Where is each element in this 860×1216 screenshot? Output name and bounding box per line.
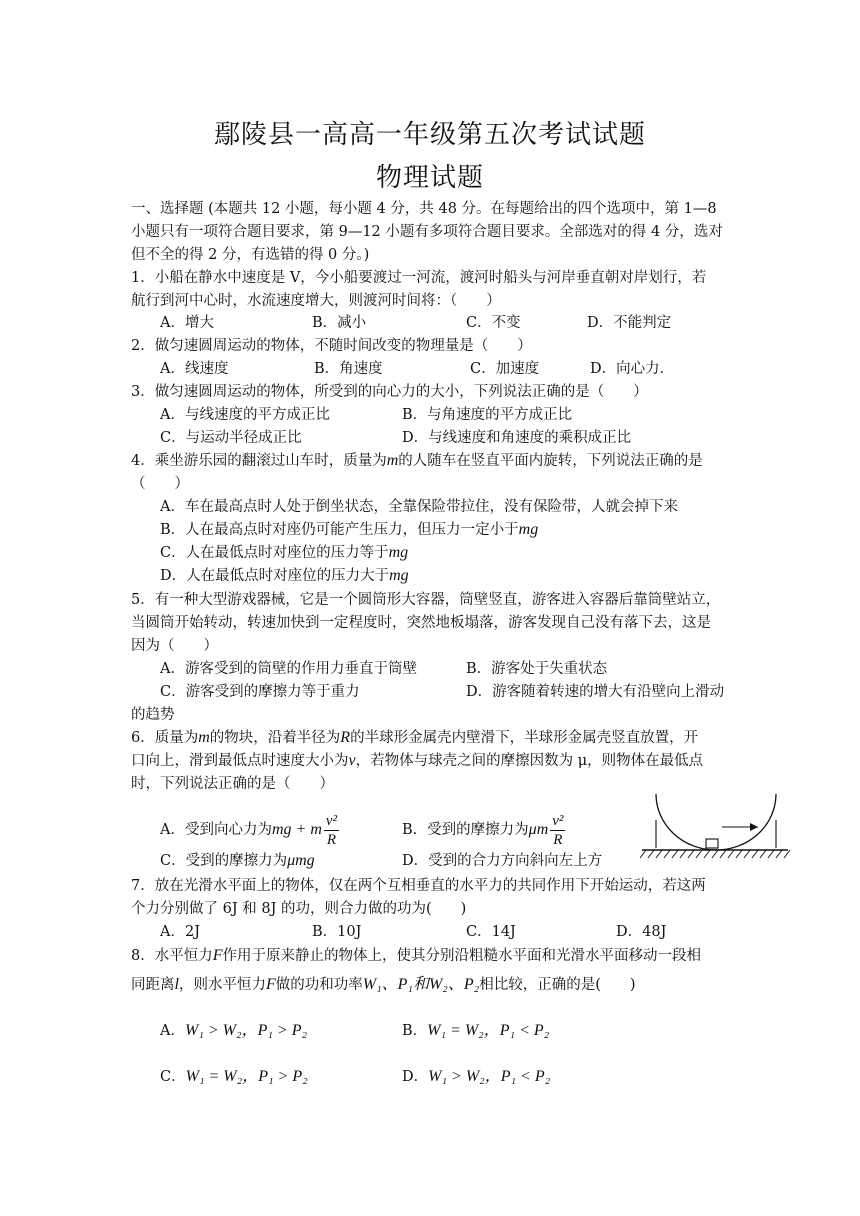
q6-option-a-fraction — [324, 812, 339, 849]
q1-option-d: D．不能判定 — [587, 315, 672, 331]
q6-velocity-symbol: v — [348, 752, 356, 769]
q8-option-b-label: B． — [402, 1023, 428, 1039]
q6-text-2a: 口向上，滑到最低点时速度大小为 — [131, 753, 349, 769]
q6-option-b — [402, 808, 567, 852]
q6-fraction-denominator: R — [553, 831, 563, 848]
q5-stem-line-3: 因为（ ） — [131, 638, 218, 654]
q8-text-2a: 同距离 — [131, 977, 175, 993]
q1-option-a: A．增大 — [160, 315, 214, 331]
q4-option-c-mg: mg — [388, 544, 409, 561]
q6-text-1a: 6．质量为 — [131, 730, 199, 746]
q8-option-d-math: W₁ > W₂，P₁ < P₂ — [428, 1068, 551, 1085]
q6-stem-line-2 — [131, 751, 731, 771]
q6-text-1b: 的物块，沿着半径为 — [209, 730, 341, 746]
q8-option-a-math: W₁ > W₂，P₁ > P₂ — [184, 1022, 308, 1039]
q6-option-b-fraction — [550, 812, 565, 849]
q8-option-b-math: W₁ = W₂，P₁ < P₂ — [427, 1022, 550, 1039]
exam-title: 鄢陵县一高高一年级第五次考试试题 — [213, 120, 646, 150]
q6-option-a-text: A．受到向心力为 — [160, 822, 272, 838]
q6-option-d: D．受到的合力方向斜向左上方 — [402, 853, 603, 869]
section-intro-line-3: 但不全的得 2 分，有选错的得 0 分。) — [131, 247, 370, 263]
q4-stem-a: 4．乘坐游乐园的翻滚过山车时，质量为 — [131, 453, 387, 469]
q3-option-a: A．与线速度的平方成正比 — [160, 407, 330, 423]
q3-stem: 3．做匀速圆周运动的物体，所受到的向心力的大小，下列说法正确的是（ ） — [131, 384, 648, 400]
q4-option-c — [160, 543, 408, 563]
q8-option-c — [160, 1067, 308, 1087]
q1-stem-line-1: 1．小船在静水中速度是 V，今小船要渡过一河流，渡河时船头与河岸垂直朝对岸划行，若 — [131, 270, 707, 286]
q6-fraction-numerator: v² — [552, 812, 564, 829]
q6-option-a-math: mg + m — [271, 821, 322, 838]
q8-option-c-math: W₁ = W₂，P₁ > P₂ — [185, 1068, 308, 1085]
q6-option-c-math: μmg — [287, 852, 315, 869]
q8-text-2b: ，则水平恒力 — [178, 977, 266, 993]
q8-text-1a: 8．水平恒力 — [131, 948, 213, 964]
q5-option-d-tail: 的趋势 — [131, 707, 175, 723]
q4-mass-symbol: m — [386, 452, 399, 469]
q8-stem-line-1 — [131, 946, 731, 966]
section-intro-line-1: 一、选择题 (本题共 12 小题，每小题 4 分，共 48 分。在每题给出的四个选项中，第 1—8 — [131, 201, 717, 217]
q4-option-c-text: C．人在最低点时对座位的压力等于 — [160, 545, 389, 561]
q8-force-symbol: F — [212, 947, 223, 964]
q6-option-c-text: C．受到的摩擦力为 — [160, 853, 288, 869]
q4-stem-line-2: （ ） — [131, 476, 189, 492]
q8-text-1b: 作用于原来静止的物体上，使其分别沿粗糙水平面和光滑水平面移动一段相 — [222, 948, 702, 964]
q4-option-d-mg: mg — [389, 567, 409, 584]
q4-option-d — [160, 566, 409, 586]
q8-force-symbol-2: F — [265, 976, 276, 993]
q5-option-d: D．游客随着转速的增大有沿壁向上滑动 — [466, 684, 725, 700]
q6-text-1c: 的半球形金属壳内壁滑下，半球形金属壳竖直放置，开 — [350, 730, 699, 746]
q3-option-b: B．与角速度的平方成正比 — [402, 407, 573, 423]
q5-option-c: C．游客受到的摩擦力等于重力 — [160, 684, 360, 700]
q3-option-d: D．与线速度和角速度的乘积成正比 — [402, 430, 632, 446]
q6-option-c — [160, 851, 315, 871]
q6-mass-symbol: m — [198, 729, 210, 746]
q7-option-d: D．48J — [616, 924, 667, 940]
q8-option-c-label: C． — [160, 1069, 186, 1085]
q1-stem-line-2: 航行到河中心时，水流速度增大，则渡河时间将：（ ） — [131, 293, 501, 309]
q8-stem-line-2 — [131, 975, 731, 995]
q2-option-a: A．线速度 — [160, 361, 229, 377]
q4-option-d-text: D．人在最低点时对座位的压力大于 — [160, 568, 390, 584]
q8-option-a — [160, 1021, 307, 1041]
q7-stem-line-1: 7．放在光滑水平面上的物体，仅在两个互相垂直的水平力的共同作用下开始运动，若这两 — [131, 878, 706, 894]
q6-fraction-denominator: R — [326, 831, 337, 848]
q7-option-a: A．2J — [160, 924, 201, 940]
q3-option-c: C．与运动半径成正比 — [160, 430, 302, 446]
q6-stem-line-3: 时，下列说法正确的是（ ） — [131, 776, 334, 792]
q4-option-b-mg: mg — [518, 521, 539, 538]
q6-text-2b: ，若物体与球壳之间的摩擦因数为 μ，则物体在最低点 — [355, 753, 704, 769]
q8-option-a-label: A． — [160, 1023, 185, 1039]
exam-subtitle: 物理试题 — [375, 163, 484, 193]
q2-option-c: C．加速度 — [470, 361, 540, 377]
q4-stem-line-1 — [131, 451, 731, 471]
q6-fraction-numerator: v² — [325, 812, 338, 829]
q6-option-b-text: B．受到的摩擦力为 — [402, 822, 529, 838]
ground-hatch — [640, 850, 790, 858]
q1-option-b: B．减小 — [312, 315, 367, 331]
q7-option-c: C．14J — [466, 924, 516, 940]
q2-option-b: B．角速度 — [314, 361, 383, 377]
section-intro-line-2: 小题只有一项符合题目要求，第 9—12 小题有多项符合题目要求。全部选对的得 4 分，选对 — [131, 224, 723, 240]
q4-stem-b: 的人随车在竖直平面内旋转，下列说法正确的是 — [398, 453, 703, 469]
q7-option-b: B．10J — [312, 924, 362, 940]
q6-stem-line-1 — [131, 728, 731, 748]
q4-option-b — [160, 520, 538, 540]
arrow-head-icon — [750, 823, 758, 831]
block — [706, 839, 718, 848]
q7-stem-line-2: 个力分别做了 6J 和 8J 的功，则合力做的功为( ) — [131, 901, 467, 917]
q8-option-d-label: D． — [402, 1069, 429, 1085]
q8-work-power-symbols: W₁、P₁和W₂、P₂ — [362, 976, 480, 993]
q8-text-2d: 相比较，正确的是( ) — [479, 977, 636, 993]
q6-hemisphere-diagram — [640, 790, 790, 862]
q5-option-a: A．游客受到的筒壁的作用力垂直于筒壁 — [160, 661, 417, 677]
q1-option-c: C．不变 — [466, 315, 521, 331]
q6-option-a — [160, 808, 341, 852]
q6-option-b-math: μm — [528, 821, 549, 838]
q2-option-d: D．向心力． — [590, 361, 675, 377]
q5-stem-line-1: 5．有一种大型游戏器械，它是一个圆筒形大容器，筒壁竖直，游客进入容器后靠筒壁站立， — [131, 592, 721, 608]
q4-option-a: A．车在最高点时人处于倒坐状态，全靠保险带拉住，没有保险带，人就会掉下来 — [160, 499, 678, 515]
q8-option-d — [402, 1067, 550, 1087]
q6-radius-symbol: R — [340, 729, 351, 746]
q5-stem-line-2: 当圆筒开始转动，转速加快到一定程度时，突然地板塌落，游客发现自己没有落下去，这是 — [131, 615, 711, 631]
q8-text-2c: 做的功和功率 — [275, 977, 363, 993]
q8-distance-symbol: l — [174, 976, 179, 993]
q8-option-b — [402, 1021, 549, 1041]
q5-option-b: B．游客处于失重状态 — [466, 661, 608, 677]
q2-stem: 2．做匀速圆周运动的物体，不随时间改变的物理量是（ ） — [131, 338, 532, 354]
q4-option-b-text: B．人在最高点时对座仍可能产生压力，但压力一定小于 — [160, 522, 519, 538]
